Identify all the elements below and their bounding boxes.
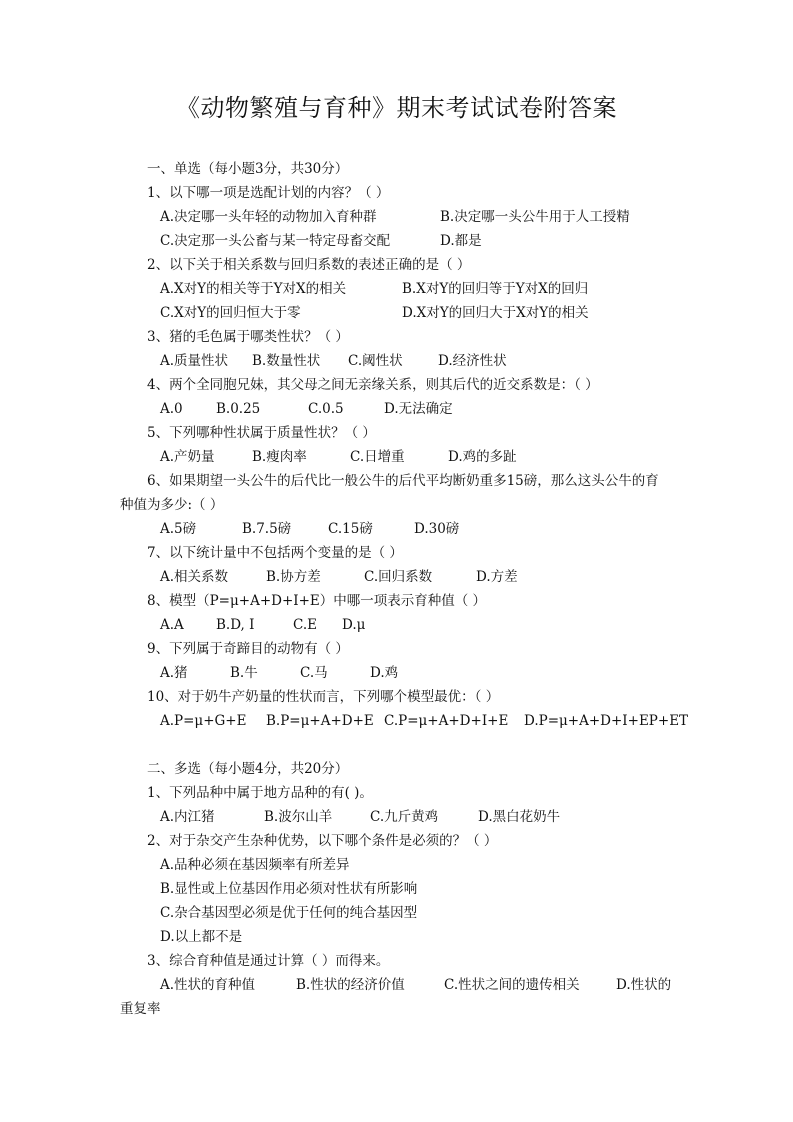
option-row xyxy=(0,445,793,469)
option-a: A.相关系数 xyxy=(160,569,229,585)
option-a: A.A xyxy=(160,617,184,633)
option-a: A.内江猪 xyxy=(160,809,215,825)
option-c: C.0.5 xyxy=(308,401,344,417)
option-a: A.5磅 xyxy=(160,521,197,537)
option-a: A.猪 xyxy=(160,665,188,681)
option-a: A.质量性状 xyxy=(160,353,229,369)
option-row xyxy=(0,205,793,229)
option-b: B.协方差 xyxy=(266,569,321,585)
option-row xyxy=(0,517,793,541)
option-c: C.九斤黄鸡 xyxy=(370,809,439,825)
question-text: 2、以下关于相关系数与回归系数的表述正确的是（ ） xyxy=(147,257,471,273)
option-b: B.牛 xyxy=(230,665,258,681)
option-a: A.决定哪一头年轻的动物加入育种群 xyxy=(160,209,377,225)
exam-content xyxy=(0,157,793,1021)
option-c: C.马 xyxy=(300,665,328,681)
option-c: C.回归系数 xyxy=(364,569,433,585)
option-d: D.鸡 xyxy=(370,665,399,681)
question-text: 6、如果期望一头公牛的后代比一般公牛的后代平均断奶重多15磅，那么这头公牛的育 xyxy=(147,473,659,489)
question-text-continued: 种值为多少:（ ） xyxy=(120,497,224,513)
option-d: D.P=μ+A+D+I+EP+ET xyxy=(524,713,689,729)
option-d: D.X对Y的回归大于X对Y的相关 xyxy=(402,305,589,321)
option-d: D.鸡的多趾 xyxy=(448,449,517,465)
option-row xyxy=(0,349,793,373)
option-row xyxy=(0,229,793,253)
option-b: B.7.5磅 xyxy=(242,521,292,537)
question-text: 4、两个全同胞兄妹，其父母之间无亲缘关系，则其后代的近交系数是：（ ） xyxy=(147,377,599,393)
question-text: 5、下列哪种性状属于质量性状？（ ） xyxy=(147,425,376,441)
option-c: C.P=μ+A+D+I+E xyxy=(384,713,509,729)
question-text: 1、以下哪一项是选配计划的内容？（ ） xyxy=(147,185,390,201)
option-c: C.X对Y的回归恒大于零 xyxy=(160,305,301,321)
question-text: 1、下列品种中属于地方品种的有( )。 xyxy=(147,785,373,801)
question-text: 8、模型（P=μ+A+D+I+E）中哪一项表示育种值（ ） xyxy=(147,593,487,609)
option-b: B.显性或上位基因作用必须对性状有所影响 xyxy=(160,881,418,897)
option-row xyxy=(0,565,793,589)
page-title: 《动物繁殖与育种》期末考试试卷附答案 xyxy=(176,94,617,122)
option-row xyxy=(0,301,793,325)
section-heading-multi: 二、多选（每小题4分，共20分） xyxy=(147,761,349,777)
question-text: 9、下列属于奇蹄目的动物有（ ） xyxy=(147,641,349,657)
option-row xyxy=(0,277,793,301)
option-a: A.X对Y的相关等于Y对X的相关 xyxy=(160,281,347,297)
option-row xyxy=(0,397,793,421)
option-b: B.D, I xyxy=(216,617,255,633)
option-c: C.E xyxy=(293,617,317,633)
option-row xyxy=(0,661,793,685)
option-d: D.30磅 xyxy=(414,521,460,537)
option-d: D.黑白花奶牛 xyxy=(478,809,561,825)
option-b: B.性状的经济价值 xyxy=(296,977,405,993)
option-row xyxy=(0,613,793,637)
section-spacer xyxy=(0,733,793,757)
option-d: D.以上都不是 xyxy=(160,929,243,945)
question-text: 10、对于奶牛产奶量的性状而言，下列哪个模型最优：（ ） xyxy=(147,689,500,705)
option-c: C.15磅 xyxy=(328,521,373,537)
option-text-continued: 重复率 xyxy=(120,1001,161,1017)
option-row xyxy=(0,973,793,997)
option-b: B.瘦肉率 xyxy=(252,449,307,465)
option-d: D.都是 xyxy=(440,233,482,249)
option-a: A.品种必须在基因频率有所差异 xyxy=(160,857,350,873)
option-a: A.P=μ+G+E xyxy=(160,713,247,729)
option-d: D.μ xyxy=(342,617,366,633)
option-row xyxy=(0,709,793,733)
option-d: D.无法确定 xyxy=(384,401,453,417)
option-c: C.性状之间的遗传相关 xyxy=(444,977,580,993)
option-c: C.日增重 xyxy=(350,449,405,465)
question-text: 7、以下统计量中不包括两个变量的是（ ） xyxy=(147,545,403,561)
option-b: B.0.25 xyxy=(216,401,261,417)
option-d: D.方差 xyxy=(476,569,518,585)
section-heading-single: 一、单选（每小题3分，共30分） xyxy=(147,161,349,177)
option-c: C.杂合基因型必须是优于任何的纯合基因型 xyxy=(160,905,418,921)
option-d: D.经济性状 xyxy=(438,353,507,369)
option-b: B.数量性状 xyxy=(252,353,321,369)
option-b: B.波尔山羊 xyxy=(264,809,333,825)
option-b: B.P=μ+A+D+E xyxy=(266,713,374,729)
question-text: 3、综合育种值是通过计算（ ）而得来。 xyxy=(147,953,390,969)
option-a: A.产奶量 xyxy=(160,449,215,465)
option-d: D.性状的 xyxy=(616,977,672,993)
option-a: A.性状的育种值 xyxy=(160,977,256,993)
option-b: B.决定哪一头公牛用于人工授精 xyxy=(440,209,630,225)
option-c: C.阈性状 xyxy=(348,353,403,369)
question-text: 2、对于杂交产生杂种优势，以下哪个条件是必须的？（ ） xyxy=(147,833,498,849)
option-a: A.0 xyxy=(160,401,183,417)
option-b: B.X对Y的回归等于Y对X的回归 xyxy=(402,281,589,297)
option-c: C.决定那一头公畜与某一特定母畜交配 xyxy=(160,233,391,249)
option-row xyxy=(0,805,793,829)
question-text: 3、猪的毛色属于哪类性状？（ ） xyxy=(147,329,349,345)
